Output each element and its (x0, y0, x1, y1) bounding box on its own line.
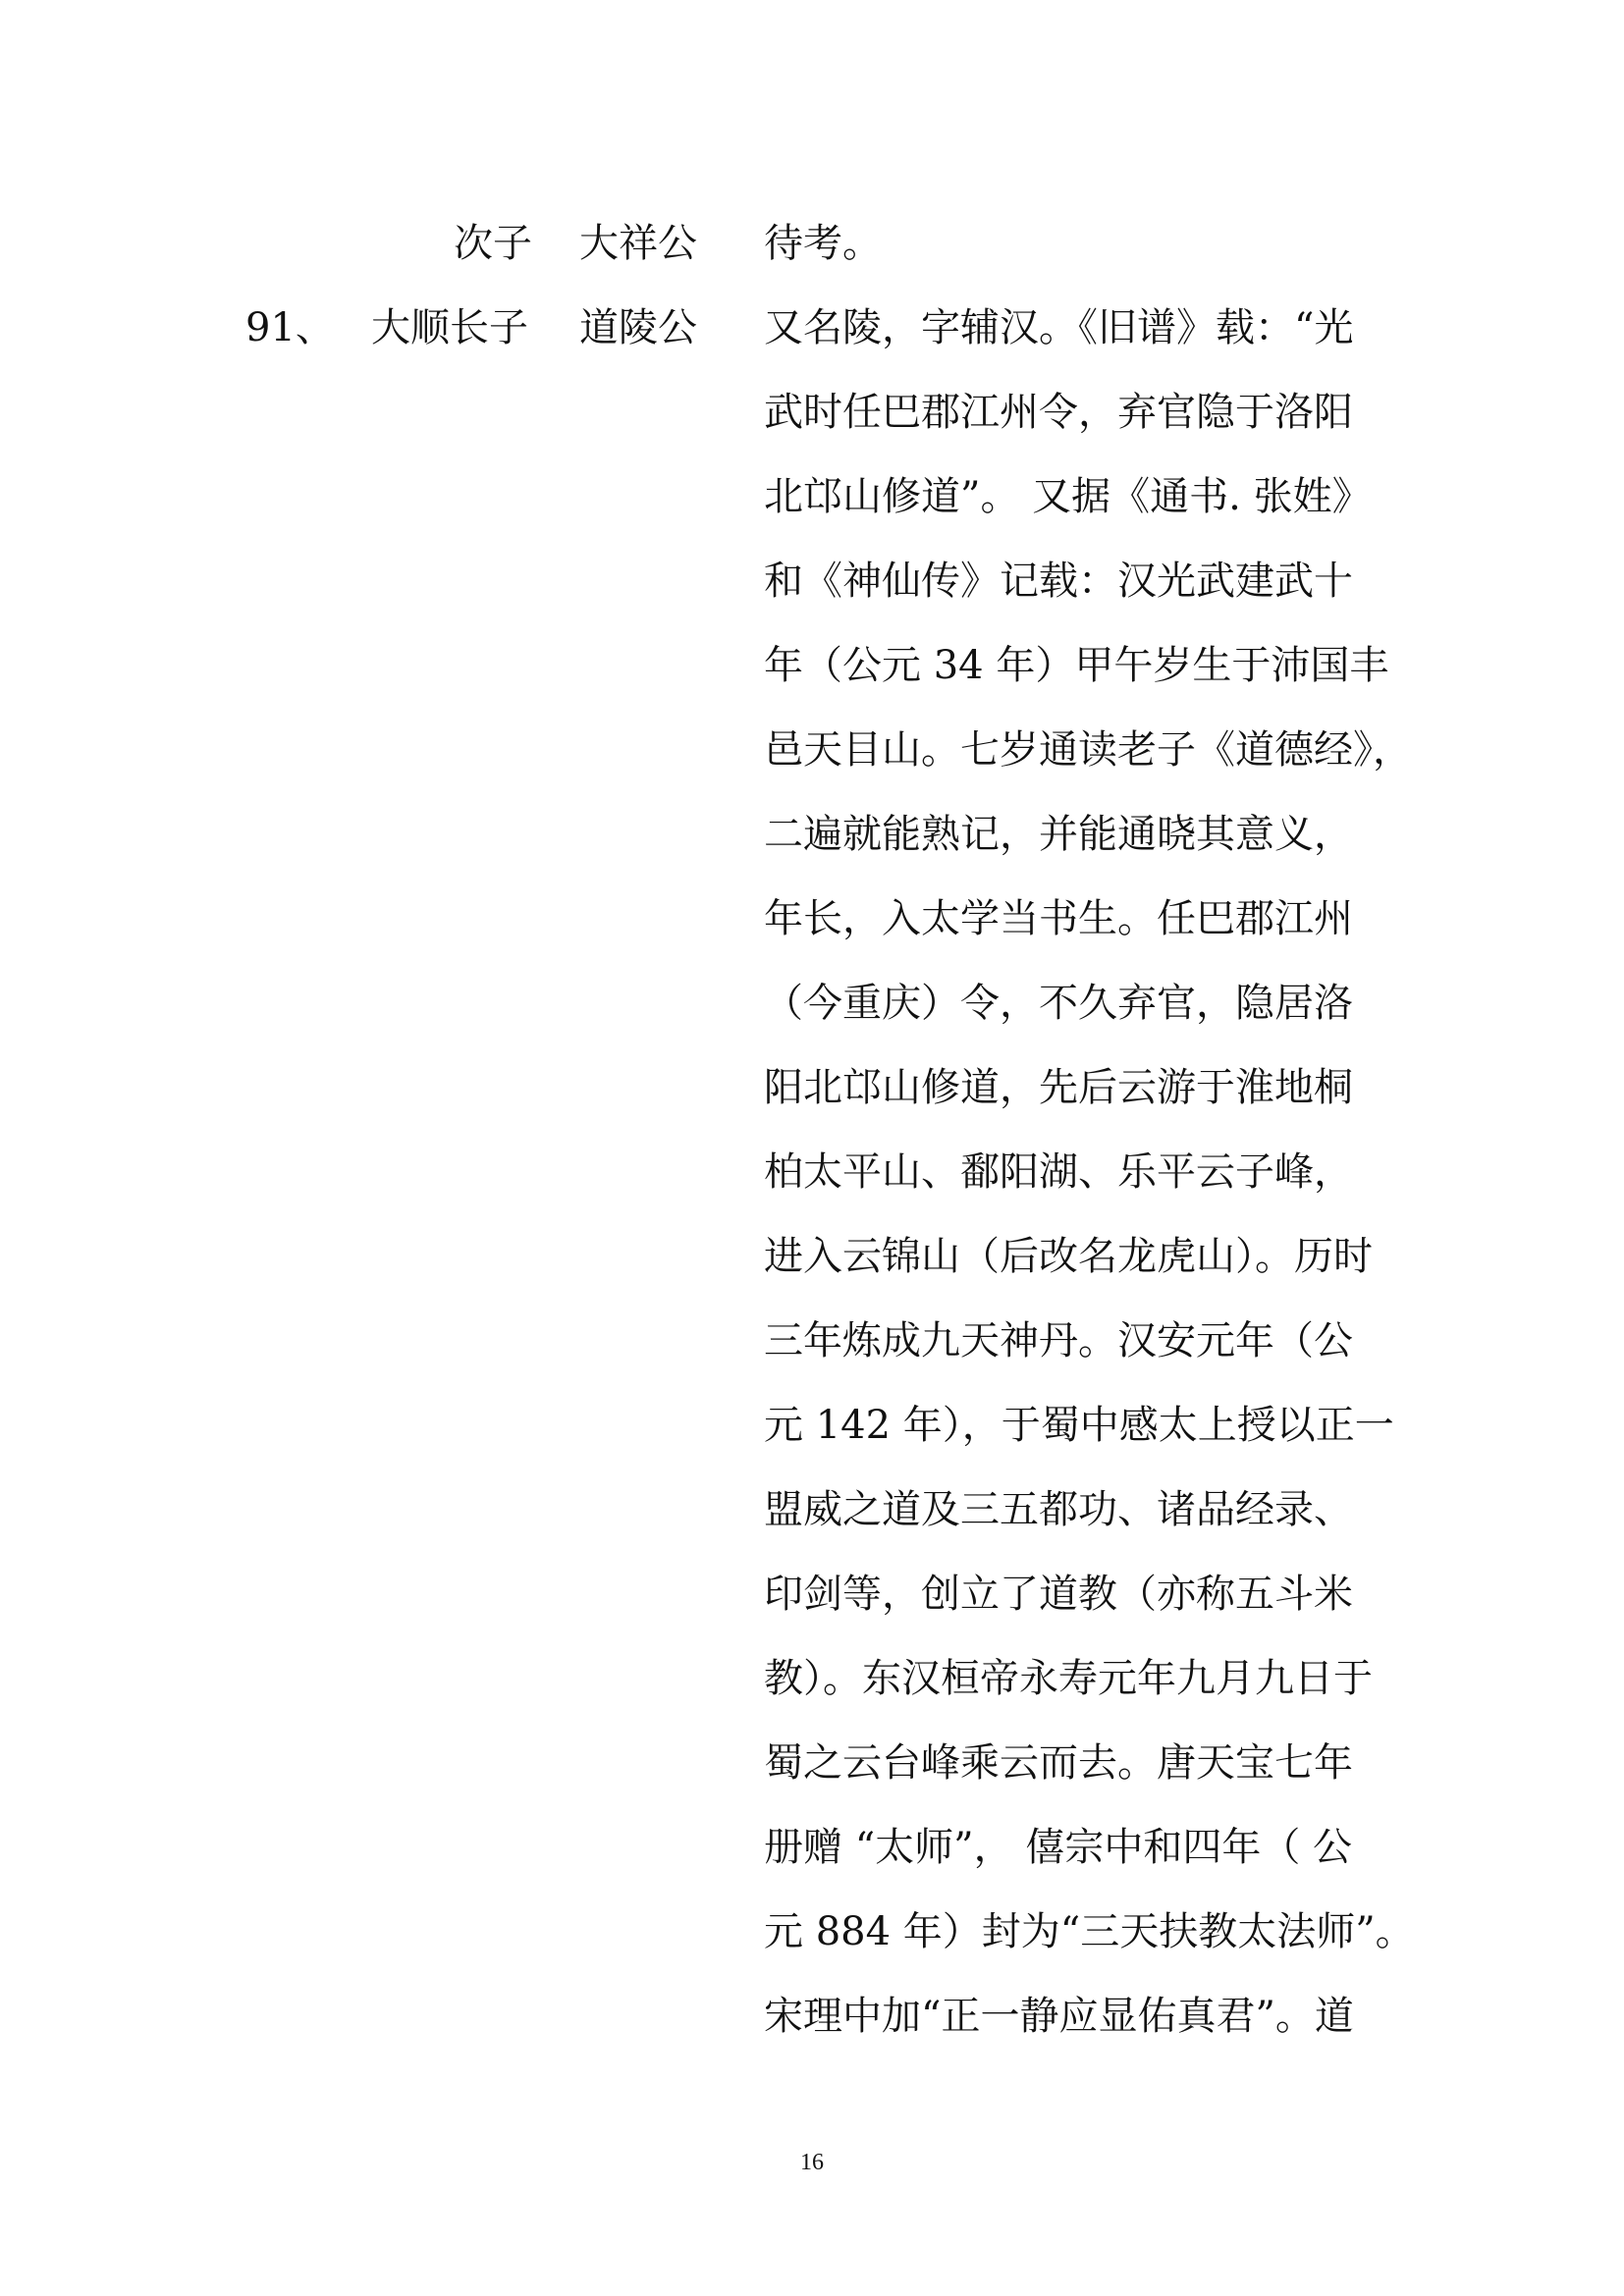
entry-description-line: 武时任巴郡江州令，弃官隐于洛阳 (764, 390, 1353, 435)
entry-relation: 次子 (454, 221, 532, 266)
entry-description-line: 三年炼成九天神丹。汉安元年（公 (764, 1318, 1353, 1363)
entry-description-line: （今重庆）令，不久弃官，隐居洛 (764, 981, 1353, 1026)
entry-description-line: 盟威之道及三五都功、诸品经录、 (764, 1487, 1353, 1532)
entry-description-line: 册赠 “太师”， 僖宗中和四年（ 公 (764, 1825, 1353, 1870)
entry-description-line: 年（公元 34 年）甲午岁生于沛国丰 (764, 643, 1389, 688)
entry-description-line: 年长，入太学当书生。任巴郡江州 (764, 896, 1353, 941)
entry-relation: 大顺长子 (371, 305, 528, 350)
entry-description-line: 待考。 (764, 221, 882, 266)
entry-description-line: 元 142 年），于蜀中感太上授以正一 (764, 1403, 1394, 1448)
entry-description-line: 元 884 年）封为“三天扶教太法师”。 (764, 1909, 1415, 1954)
entry-description-line: 二遍就能熟记，并能通晓其意义， (764, 812, 1353, 857)
entry-description-line: 又名陵，字辅汉。《旧谱》载：“光 (764, 305, 1354, 350)
entry-description-line: 教）。东汉桓帝永寿元年九月九日于 (764, 1656, 1373, 1701)
entry-description-line: 邑天目山。七岁通读老子《道德经》， (764, 727, 1412, 773)
entry-description-line: 宋理中加“正一静应显佑真君”。道 (764, 1994, 1354, 2039)
entry-number: 91、 (245, 305, 335, 350)
entry-description-line: 印剑等，创立了道教（亦称五斗米 (764, 1572, 1353, 1617)
entry-description-line: 进入云锦山（后改名龙虎山）。历时 (764, 1234, 1373, 1279)
entry-description-line: 阳北邙山修道，先后云游于淮地桐 (764, 1065, 1353, 1110)
entry-description-line: 北邙山修道”。 又据《通书. 张姓》 (764, 474, 1372, 519)
entry-name: 道陵公 (579, 305, 697, 350)
entry-description-line: 柏太平山、鄱阳湖、乐平云子峰， (764, 1149, 1353, 1195)
entry-name: 大祥公 (579, 221, 697, 266)
page-number: 16 (800, 2150, 824, 2175)
entry-description-line: 蜀之云台峰乘云而去。唐天宝七年 (764, 1740, 1353, 1786)
entry-description-line: 和《神仙传》记载：汉光武建武十 (764, 559, 1353, 604)
